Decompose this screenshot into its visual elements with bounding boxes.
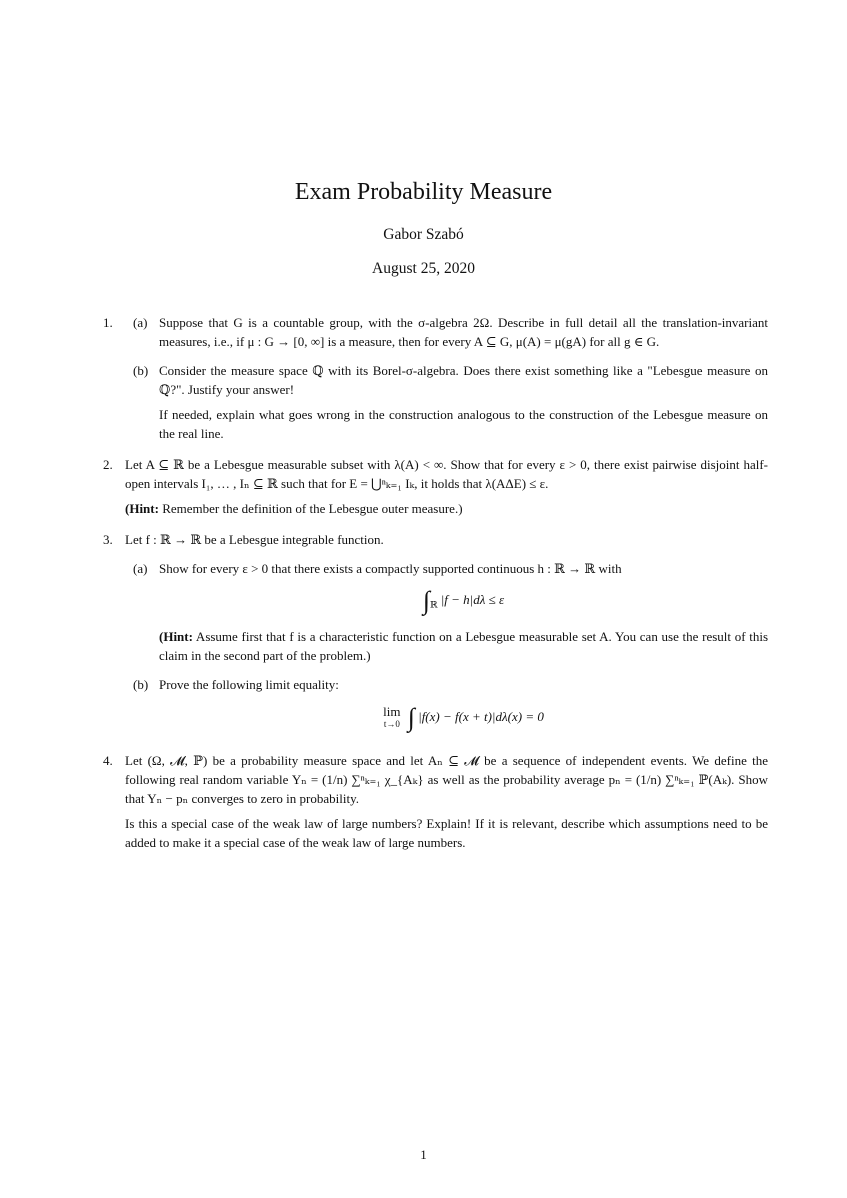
integral-domain: ℝ <box>429 599 438 610</box>
part-text: Prove the following limit equality: <box>159 676 339 692</box>
page-number: 1 <box>420 1147 427 1162</box>
problem-number: 1. <box>103 315 113 330</box>
part-text: Show for every ε > 0 that there exists a compactly supported continuous h : ℝ → ℝ with <box>159 561 622 576</box>
document-title: Exam Probability Measure <box>294 179 553 205</box>
problem-number: 4. <box>103 752 113 768</box>
limit-operator: lim t→0 <box>383 703 401 729</box>
problem-intro: Let f : ℝ → ℝ be a Lebesgue integrable function. <box>125 532 384 547</box>
equation-body: |f − h|dλ ≤ ε <box>440 592 505 607</box>
hint <box>159 627 768 665</box>
part-text: Suppose that G is a countable group, with the σ-algebra 2Ω. Describe in full detail all the translation-invariant measures, i.e., if μ : G → [0, ∞] is a measure, then for every A ⊆ G, μ(A) = μ(gA) for all g ∈ G. <box>159 315 768 349</box>
hint-label: (Hint: <box>159 628 193 644</box>
problem-3-part-a <box>125 559 768 665</box>
problem-text: Let A ⊆ ℝ be a Lebesgue measurable subset with λ(A) < ∞. Show that for every ε > 0, there exist pairwise disjoint half-open intervals I₁, … , Iₙ ⊆ ℝ such that for E = ⋃ⁿₖ₌₁ Iₖ, it holds that λ(AΔE) ≤ ε. <box>125 457 768 491</box>
problem-1-part-a <box>125 313 768 351</box>
part-label: (b) <box>133 363 149 378</box>
part-label: (b) <box>133 676 149 692</box>
problem-text: Is this a special case of the weak law of large numbers? Explain! If it is relevant, describe which assumptions need to be added to make it a special case of the weak law of large numbers. <box>125 815 768 850</box>
problem-number: 2. <box>103 457 113 472</box>
hint-label: (Hint: <box>125 501 159 516</box>
part-label: (a) <box>133 315 148 330</box>
hint-text: Assume first that f is a characteristic function on a Lebesgue measurable set A. You can use the result of this claim in the second part of the problem.) <box>159 628 768 663</box>
integral-symbol: ∫ <box>422 586 430 616</box>
problem-1 <box>103 313 768 443</box>
part-label: (a) <box>133 561 148 576</box>
problem-3-part-b <box>125 675 768 730</box>
problem-list <box>103 312 768 852</box>
hint <box>125 499 768 518</box>
document-author: Gabor Szabó <box>383 226 464 243</box>
integral-symbol: ∫ <box>407 702 415 732</box>
equation-body: |f(x) − f(x + t)|dλ(x) = 0 <box>418 708 544 724</box>
problem-number: 3. <box>103 532 113 547</box>
problem-2 <box>103 455 768 518</box>
problem-text: Let (Ω, 𝓜, ℙ) be a probability measure space and let Aₙ ⊆ 𝓜 be a sequence of independent events. We define the following real random variable Yₙ = (1/n) ∑ⁿₖ₌₁ χ_{Aₖ} as well as the probability average pₙ = (1/n) ∑ⁿₖ₌₁ ℙ(Aₖ). Show that Yₙ − pₙ converges to zero in probability. <box>125 752 768 806</box>
part-text: If needed, explain what goes wrong in the construction analogous to the construction of the Lebesgue measure on the real line. <box>159 407 768 441</box>
problem-1-part-b <box>125 361 768 443</box>
display-equation <box>159 586 768 616</box>
problem-4 <box>103 751 768 852</box>
display-equation <box>159 702 768 732</box>
problem-3 <box>103 530 768 730</box>
hint-text: Remember the definition of the Lebesgue outer measure.) <box>158 501 463 516</box>
part-text: Consider the measure space ℚ with its Borel-σ-algebra. Does there exist something like a "Lebesgue measure on ℚ?". Justify your answer! <box>159 363 768 397</box>
document-date: August 25, 2020 <box>372 260 475 277</box>
